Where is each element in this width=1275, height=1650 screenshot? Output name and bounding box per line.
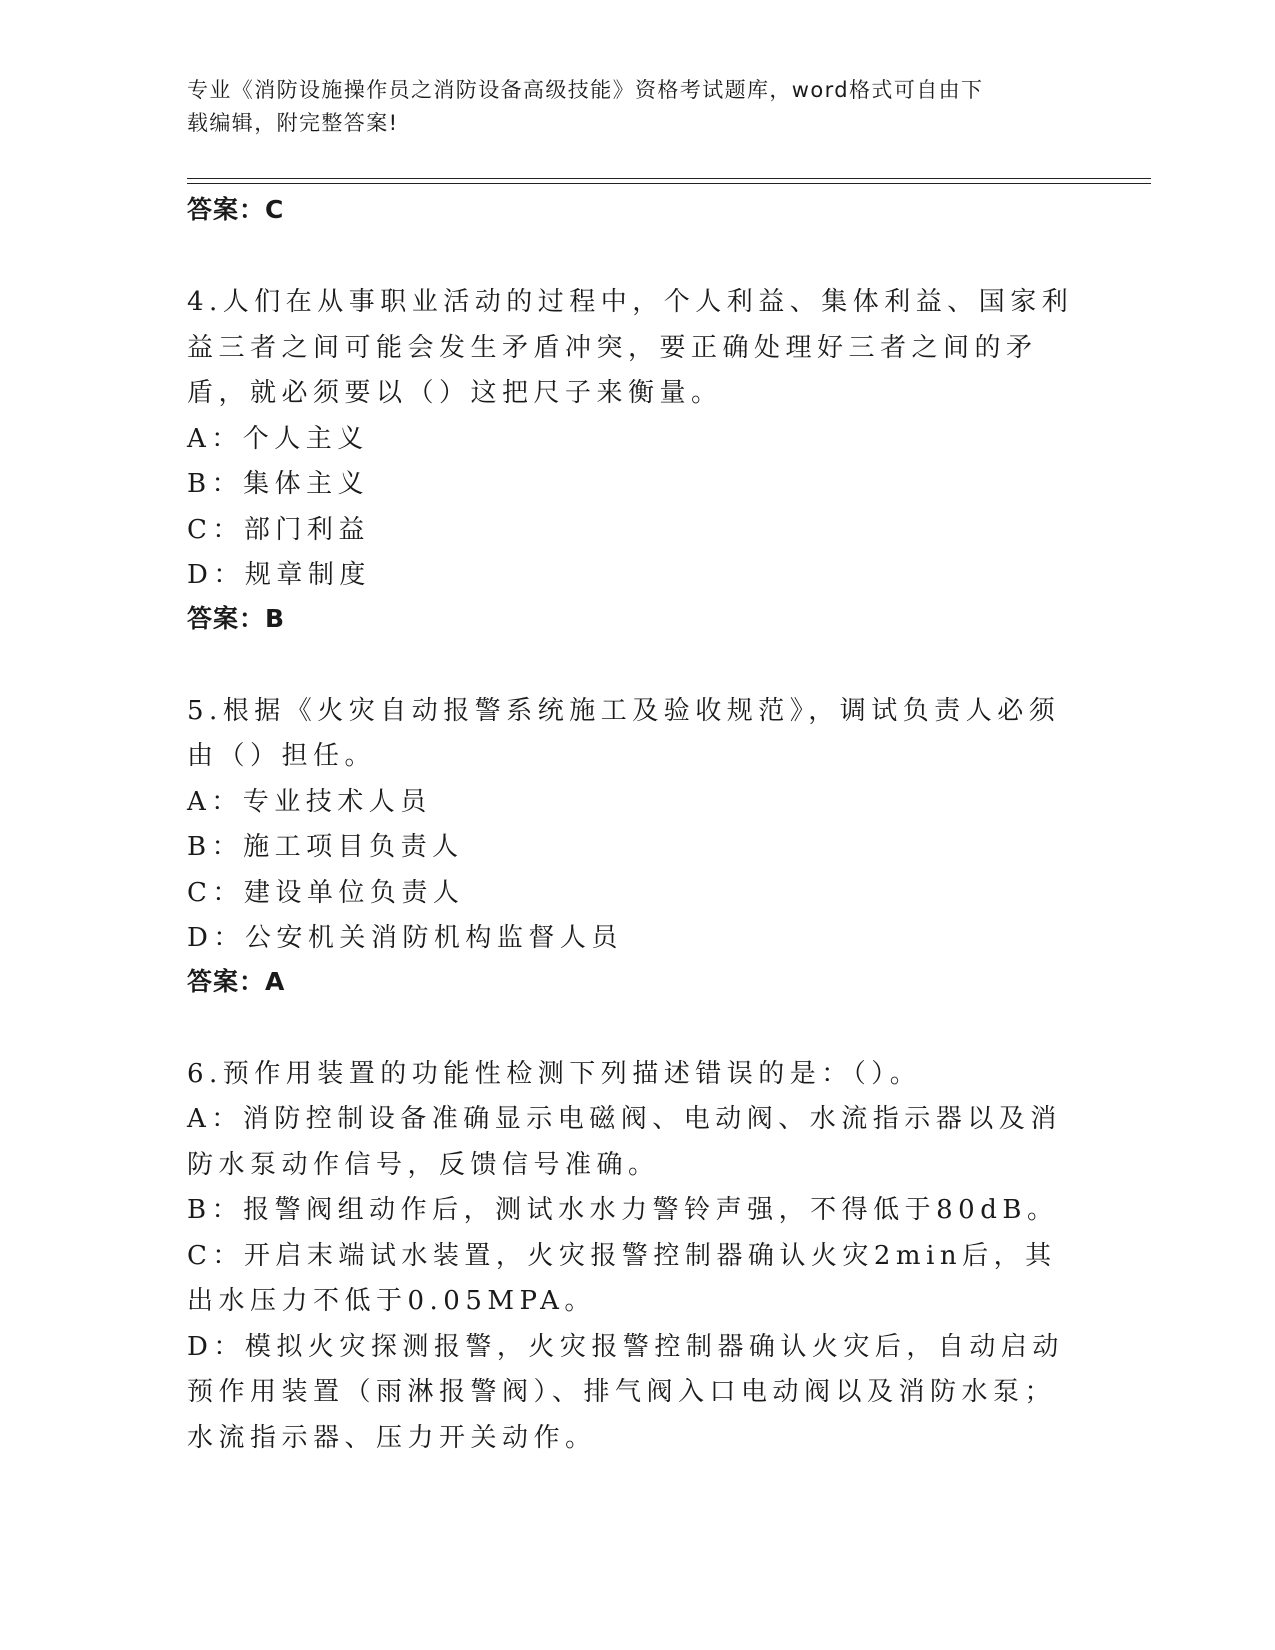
question-option: B：集体主义 — [187, 469, 370, 499]
document-header — [187, 74, 1067, 140]
question-option: B：报警阀组动作后，测试水水力警铃声强，不得低于80dB。 — [187, 1195, 1059, 1225]
header-rule-top — [187, 178, 1151, 179]
answer-label: 答案：C — [187, 195, 285, 224]
header-rule-bottom — [187, 183, 1151, 184]
question-block — [187, 689, 1087, 1002]
answer-label: 答案：B — [187, 603, 286, 633]
question-option: B：施工项目负责人 — [187, 832, 464, 862]
question-option: D：模拟火灾探测报警，火灾报警控制器确认火灾后，自动启动预作用装置（雨淋报警阀）、排气阀入口电动阀以及消防水泵；水流指示器、压力开关动作。 — [187, 1331, 1064, 1453]
header-line-1: 专业《消防设施操作员之消防设备高级技能》资格考试题库，word格式可自由下 — [187, 78, 984, 102]
answer-label: 答案：A — [187, 966, 286, 996]
document-body — [187, 190, 1087, 1461]
question-option: A：专业技术人员 — [187, 786, 432, 817]
question-block — [187, 1052, 1087, 1462]
question-block — [187, 280, 1087, 639]
question-stem: 5.根据《火灾自动报警系统施工及验收规范》，调试负责人必须由（）担任。 — [187, 695, 1061, 771]
question-list — [187, 280, 1087, 1461]
question-option: D：公安机关消防机构监督人员 — [187, 923, 623, 953]
question-option: C：开启末端试水装置，火灾报警控制器确认火灾2min后，其出水压力不低于0.05MPA。 — [187, 1240, 1057, 1316]
question-option: D：规章制度 — [187, 560, 371, 590]
question-stem: 6.预作用装置的功能性检测下列描述错误的是：（）。 — [187, 1058, 922, 1089]
question-stem: 4.人们在从事职业活动的过程中，个人利益、集体利益、国家利益三者之间可能会发生矛盾冲突，要正确处理好三者之间的矛盾，就必须要以（）这把尺子来衡量。 — [187, 287, 1074, 408]
question-option: C：部门利益 — [187, 514, 370, 545]
question-option: A：个人主义 — [187, 423, 369, 454]
question-option: C：建设单位负责人 — [187, 877, 465, 908]
header-line-2: 载编辑，附完整答案! — [187, 111, 399, 135]
question-option: A：消防控制设备准确显示电磁阀、电动阀、水流指示器以及消防水泵动作信号，反馈信号准确。 — [187, 1104, 1062, 1180]
